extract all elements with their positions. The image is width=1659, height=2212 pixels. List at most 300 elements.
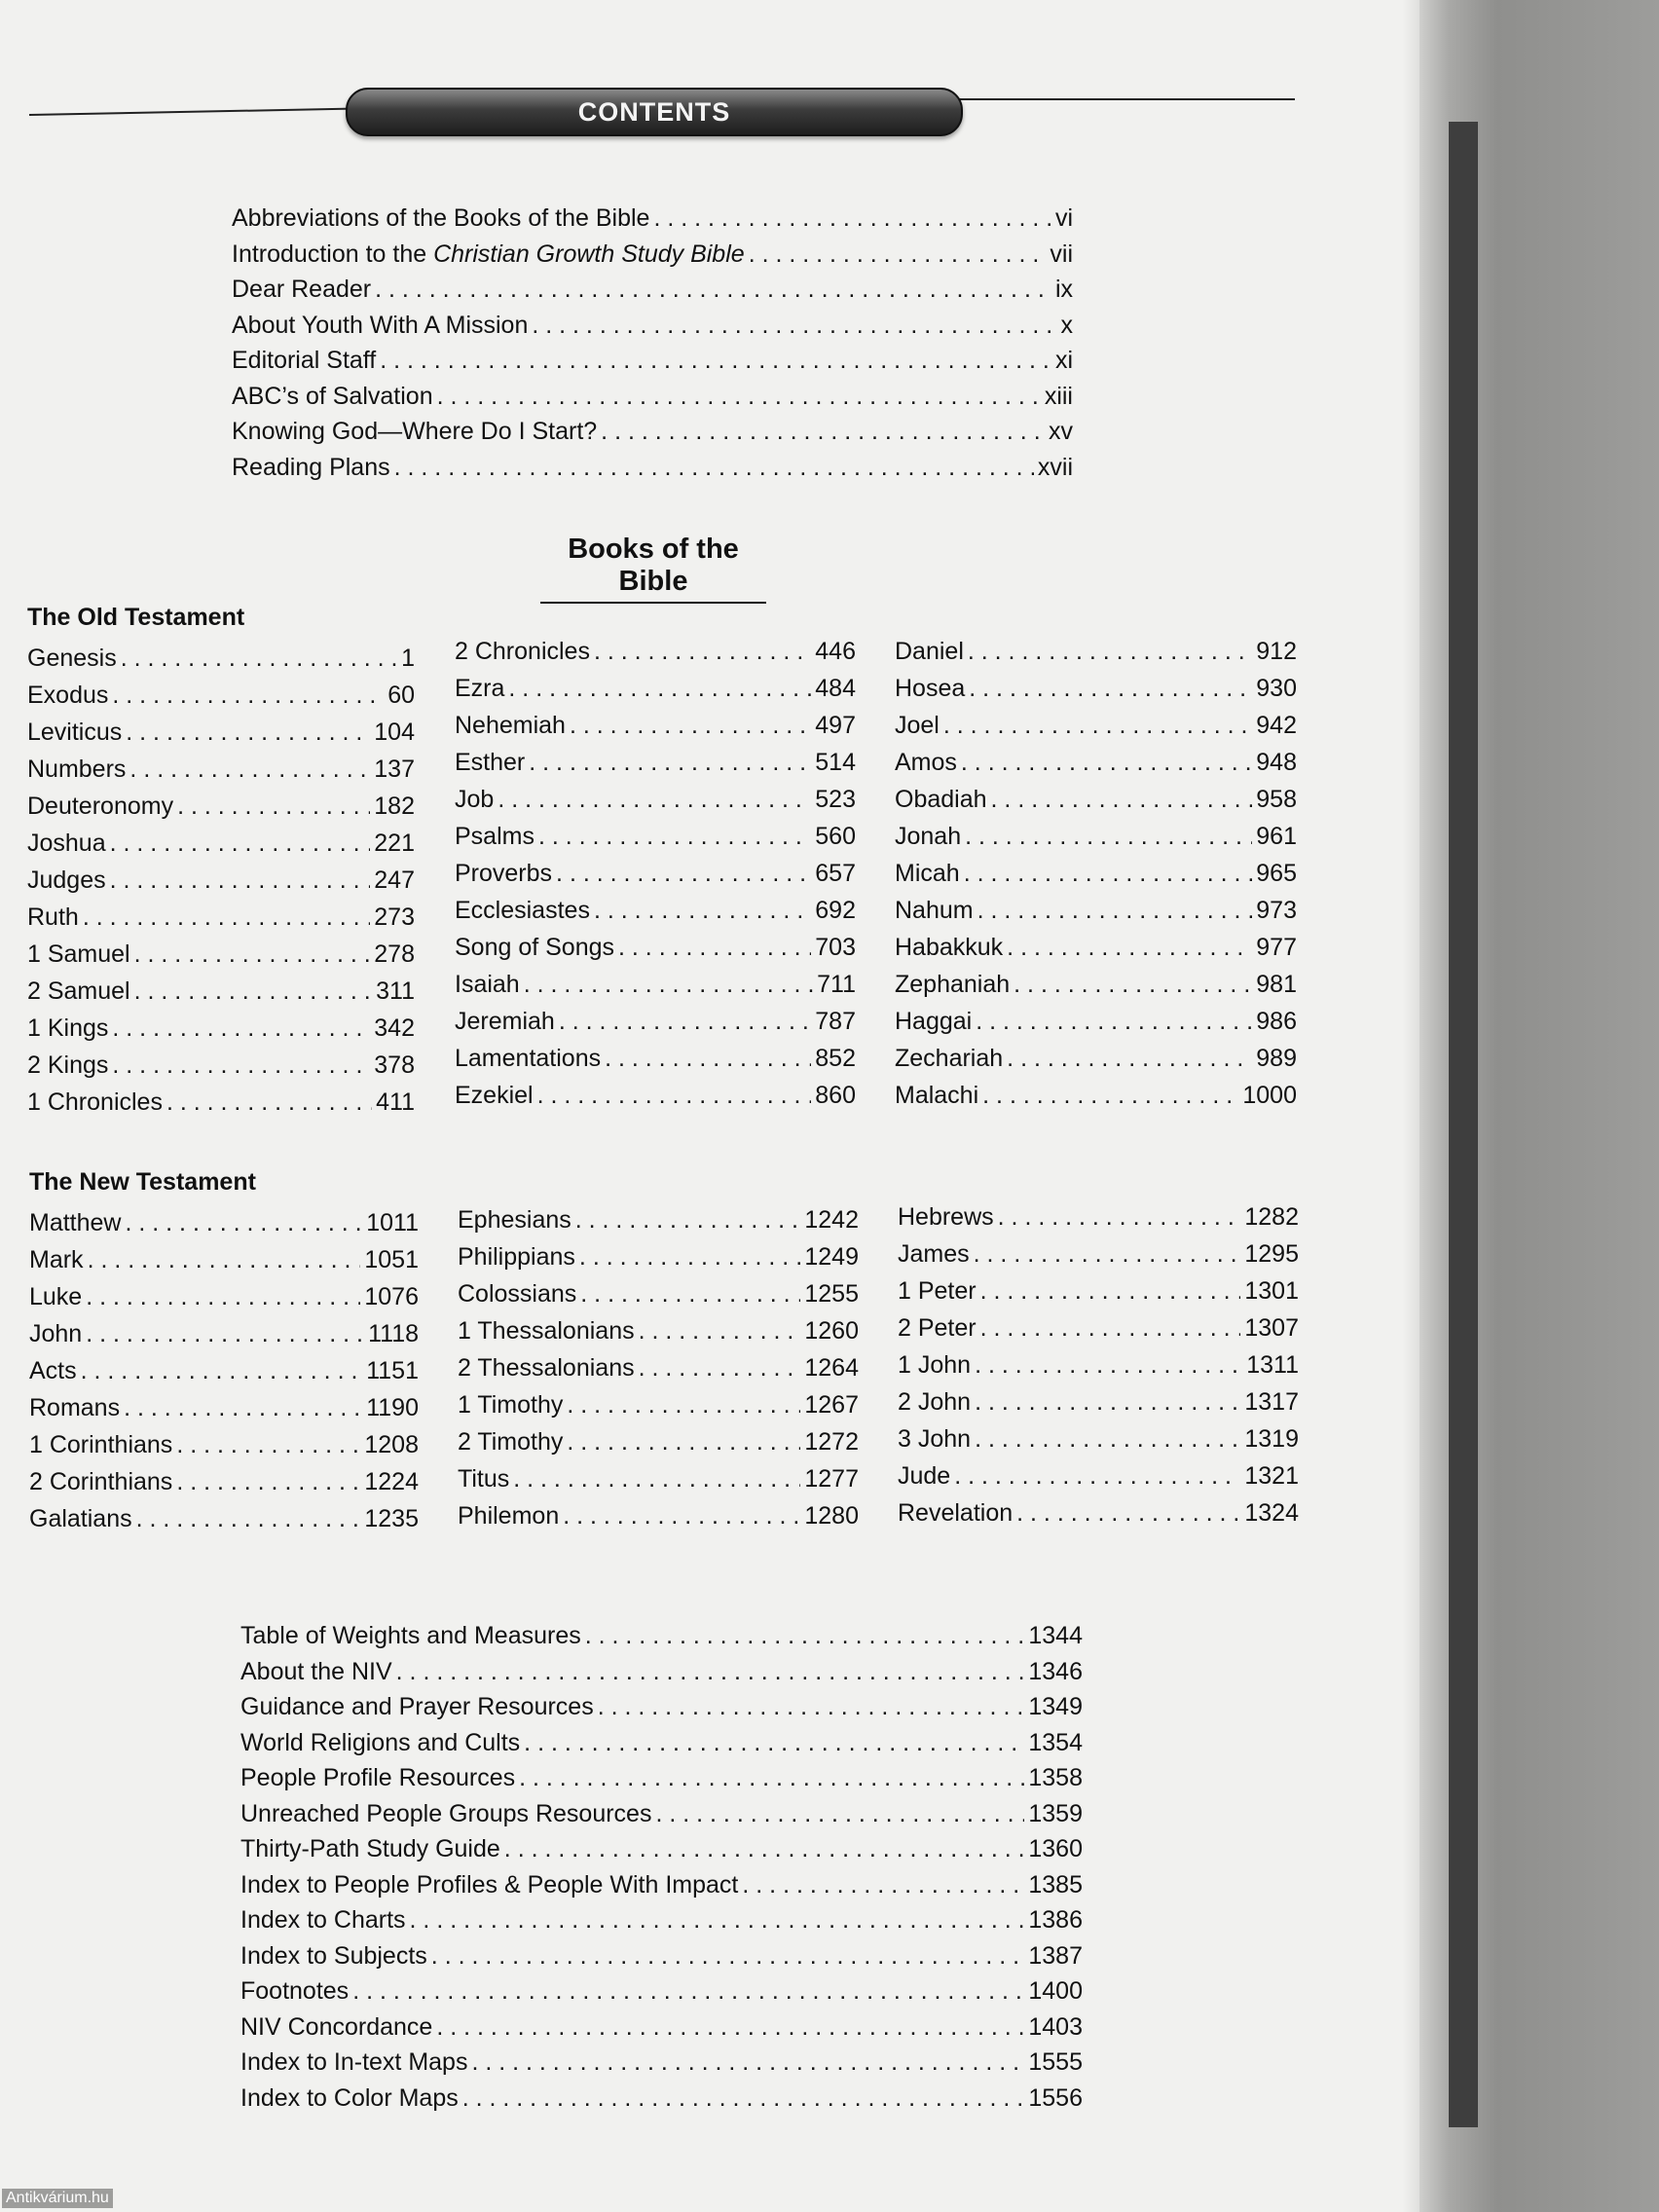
toc-entry[interactable] [29,1352,419,1389]
entry-page-number: 1556 [1028,2083,1083,2112]
entry-page-number: 1385 [1028,1870,1083,1899]
dot-leader [112,677,384,714]
dot-leader [86,1278,360,1315]
toc-entry[interactable]: Introduction to the Christian Growth Study Bible . . . vii [232,237,1073,273]
entry-label: 1 Samuel [27,940,130,968]
toc-entry[interactable] [27,1047,415,1084]
dot-leader [749,237,1047,273]
entry-label: Jonah [895,823,962,850]
book-cover-board [1449,122,1478,2127]
entry-page-number: 1255 [804,1280,859,1308]
toc-entry[interactable] [27,825,415,862]
entry-page-number: 1358 [1028,1764,1083,1791]
dot-leader [1007,929,1252,966]
entry-label: 1 Peter [898,1277,977,1305]
toc-entry[interactable] [895,1040,1297,1077]
dot-leader [980,1272,1241,1309]
entry-label: James [898,1240,970,1268]
toc-entry[interactable] [240,1867,1083,1903]
toc-entry[interactable] [29,1204,419,1241]
dot-leader [943,707,1252,744]
dot-leader [969,670,1252,707]
dot-leader [471,2045,1024,2081]
entry-page-number: 787 [815,1008,856,1035]
toc-entry[interactable] [29,1315,419,1352]
dot-leader [980,1309,1241,1346]
entry-label: Zechariah [895,1045,1004,1072]
new-testament-column-3 [898,1198,1299,1531]
entry-page-number: 1224 [364,1468,419,1495]
entry-page-number: 182 [374,793,415,820]
toc-entry[interactable] [455,1003,856,1040]
entry-label: Revelation [898,1499,1014,1527]
dot-leader [125,1204,362,1241]
toc-entry[interactable] [240,1831,1083,1867]
entry-label: Nehemiah [455,712,566,739]
dot-leader [961,744,1252,781]
toc-entry[interactable] [27,973,415,1010]
toc-entry[interactable] [240,1654,1083,1690]
dot-leader [1014,966,1252,1003]
dot-leader [1007,1040,1252,1077]
entry-label: Genesis [27,645,117,672]
dot-leader [598,1689,1025,1725]
entry-page-number: 1282 [1244,1203,1299,1231]
dot-leader [462,2081,1025,2117]
entry-page-number: 1011 [366,1209,419,1236]
toc-entry[interactable] [27,862,415,899]
entry-page-number: 1387 [1028,1941,1083,1970]
toc-entry[interactable] [29,1278,419,1315]
entry-label: World Religions and Cults [240,1728,521,1756]
toc-entry[interactable] [458,1238,859,1275]
entry-label: Romans [29,1394,121,1421]
dot-leader [975,1383,1240,1420]
entry-label: Ezra [455,675,505,702]
entry-page-number: 1360 [1028,1835,1083,1862]
entry-page-number: 852 [815,1045,856,1072]
entry-label: 2 Peter [898,1314,977,1342]
toc-entry[interactable] [898,1235,1299,1272]
entry-page-number: 311 [376,977,415,1005]
toc-entry[interactable] [455,929,856,966]
entry-page-number: 484 [815,675,856,702]
dot-leader [655,1796,1024,1832]
entry-page-number: 411 [376,1088,415,1116]
dot-leader [529,744,811,781]
toc-entry[interactable] [895,1003,1297,1040]
entry-label: Ephesians [458,1206,571,1234]
entry-label: Job [455,786,495,813]
entry-label: Zephaniah [895,971,1011,998]
entry-label: Acts [29,1357,77,1384]
toc-entry[interactable]: About Youth With A Mission . . . x [232,308,1073,344]
dot-leader [112,1047,370,1084]
toc-entry[interactable] [27,1084,415,1121]
dot-leader [519,1760,1024,1796]
entry-label: 2 Samuel [27,977,130,1005]
toc-entry[interactable] [455,707,856,744]
dot-leader [954,1457,1240,1494]
entry-page-number: 1344 [1028,1622,1083,1649]
toc-entry[interactable] [455,670,856,707]
dot-leader [575,1201,801,1238]
dot-leader [618,929,811,966]
toc-entry[interactable] [458,1386,859,1423]
toc-entry[interactable] [27,788,415,825]
entry-label: 2 Kings [27,1051,109,1079]
dot-leader [110,862,371,899]
toc-entry[interactable] [240,1725,1083,1761]
toc-entry[interactable]: Editorial Staff . . . xi [232,343,1073,379]
toc-entry[interactable]: Reading Plans . . . xvii [232,450,1073,486]
dot-leader [563,1497,800,1534]
toc-entry[interactable] [27,899,415,936]
dot-leader [166,1084,372,1121]
old-testament-column-3 [895,633,1297,1114]
books-of-the-bible-heading: Books of the Bible [540,534,766,604]
entry-label: Esther [455,749,526,776]
toc-entry[interactable] [27,1010,415,1047]
entry-label: 2 Timothy [458,1428,564,1456]
entry-page-number: 703 [815,934,856,961]
dot-leader [81,1352,363,1389]
entry-label: Micah [895,860,960,887]
dot-leader [134,936,371,973]
entry-label: 2 Chronicles [455,638,590,665]
dot-leader [639,1312,801,1349]
dot-leader [982,1077,1238,1114]
entry-page-number: 1321 [1244,1462,1299,1490]
entry-page-number: 1277 [804,1465,859,1493]
toc-entry[interactable] [240,1796,1083,1832]
entry-page-number: 1272 [804,1428,859,1456]
entry-label: Index to People Profiles & People With Impact [240,1870,739,1899]
toc-entry[interactable] [455,966,856,1003]
toc-entry[interactable] [898,1346,1299,1383]
toc-entry[interactable] [29,1500,419,1537]
entry-page-number: 1242 [804,1206,859,1234]
toc-entry[interactable] [895,707,1297,744]
contents-title: CONTENTS [577,96,731,127]
entry-page-number: 1307 [1244,1314,1299,1342]
entry-page-number: 1301 [1244,1277,1299,1305]
entry-page-number: 523 [815,786,856,813]
toc-entry[interactable] [455,818,856,855]
toc-entry[interactable] [455,892,856,929]
toc-entry[interactable] [895,633,1297,670]
dot-leader [532,308,1056,344]
toc-entry[interactable] [458,1349,859,1386]
entry-label: Index to In-text Maps [240,2048,468,2076]
entry-page-number: 560 [815,823,856,850]
entry-page-number: 1267 [804,1391,859,1419]
toc-entry[interactable] [895,670,1297,707]
toc-entry[interactable] [895,781,1297,818]
entry-page-number: 1051 [364,1246,419,1273]
entry-label: Habakkuk [895,934,1004,961]
toc-entry[interactable] [898,1198,1299,1235]
entry-page-number: 961 [1256,823,1297,850]
entry-label: Judges [27,866,106,894]
toc-entry[interactable] [458,1312,859,1349]
entry-page-number: 273 [374,903,415,931]
dot-leader [567,1386,800,1423]
entry-page-number: 711 [817,971,856,998]
entry-label: Hosea [895,675,966,702]
entry-page-number: 912 [1256,638,1297,665]
entry-page-number: 514 [815,749,856,776]
dot-leader [976,1003,1252,1040]
toc-entry[interactable] [895,855,1297,892]
toc-entry[interactable] [898,1457,1299,1494]
toc-entry[interactable] [895,892,1297,929]
toc-entry[interactable] [895,744,1297,781]
toc-entry[interactable] [240,1618,1083,1654]
entry-label: Nahum [895,897,974,924]
entry-page-number: 1295 [1244,1240,1299,1268]
entry-page-number: 958 [1256,786,1297,813]
toc-entry[interactable] [898,1494,1299,1531]
entry-page-number: 1555 [1028,2048,1083,2076]
entry-label: Colossians [458,1280,577,1308]
dot-leader [580,1275,800,1312]
dot-leader [136,1500,361,1537]
dot-leader [498,781,811,818]
toc-entry[interactable]: Knowing God—Where Do I Start? . . . xv [232,414,1073,450]
toc-entry[interactable] [27,751,415,788]
dot-leader [410,1902,1025,1938]
dot-leader [998,1198,1241,1235]
dot-leader [585,1618,1025,1654]
toc-entry[interactable]: ABC’s of Salvation . . . xiii [232,379,1073,415]
entry-page-number: 986 [1256,1008,1297,1035]
toc-entry[interactable] [455,781,856,818]
entry-label: Proverbs [455,860,553,887]
entry-page-number: 1076 [364,1283,419,1310]
toc-entry[interactable] [455,1040,856,1077]
toc-entry[interactable] [458,1275,859,1312]
toc-entry[interactable] [240,1689,1083,1725]
toc-entry[interactable] [240,2081,1083,2117]
toc-entry[interactable] [455,633,856,670]
entry-label: Index to Charts [240,1906,406,1934]
entry-label: Titus [458,1465,510,1493]
entry-label: 3 John [898,1425,972,1453]
new-testament-heading: The New Testament [29,1168,256,1196]
entry-page-number: 1000 [1242,1082,1297,1109]
entry-label: Exodus [27,682,109,709]
entry-page-number: 497 [815,712,856,739]
toc-entry[interactable] [240,1973,1083,2009]
dot-leader [352,1973,1024,2009]
entry-page-number: 1317 [1244,1388,1299,1416]
toc-entry[interactable] [458,1423,859,1460]
toc-entry[interactable] [455,855,856,892]
toc-entry[interactable] [29,1426,419,1463]
dot-leader [601,414,1045,450]
toc-entry[interactable]: Dear Reader . . . ix [232,272,1073,308]
toc-entry[interactable] [240,1938,1083,1974]
entry-label: 1 John [898,1351,972,1379]
toc-entry[interactable] [898,1272,1299,1309]
entry-page-number: 1403 [1028,2012,1083,2041]
dot-leader [968,633,1252,670]
entry-page-number: 948 [1256,749,1297,776]
toc-entry[interactable] [27,714,415,751]
entry-label: 1 Corinthians [29,1431,173,1458]
entry-label: Isaiah [455,971,520,998]
entry-label: Guidance and Prayer Resources [240,1693,594,1720]
dot-leader [83,899,370,936]
entry-page-number: 1 [401,645,415,672]
entry-page-number: 930 [1256,675,1297,702]
entry-page-number: 1235 [364,1505,419,1532]
dot-leader [504,1831,1025,1867]
entry-label: Jude [898,1462,951,1490]
toc-entry[interactable] [895,966,1297,1003]
header-rule-right [956,98,1295,100]
entry-page-number: 60 [387,682,415,709]
entry-label: Malachi [895,1082,979,1109]
entry-label: Psalms [455,823,535,850]
dot-leader [537,1077,812,1114]
entry-label: Numbers [27,756,127,783]
old-testament-column-1 [27,640,415,1121]
dot-leader [508,670,811,707]
entry-label: Philemon [458,1502,560,1530]
toc-entry[interactable] [29,1241,419,1278]
entry-page-number: 1324 [1244,1499,1299,1527]
dot-leader [134,973,373,1010]
entry-page-number: 977 [1256,934,1297,961]
entry-label: Lamentations [455,1045,602,1072]
entry-page-number: 973 [1256,897,1297,924]
entry-label: 2 John [898,1388,972,1416]
dot-leader [394,450,1034,486]
entry-page-number: 247 [374,866,415,894]
dot-leader [112,1010,370,1047]
toc-entry[interactable] [898,1309,1299,1346]
entry-label: Index to Subjects [240,1941,427,1970]
toc-entry[interactable] [240,2009,1083,2046]
entry-page-number: 1349 [1028,1693,1083,1720]
dot-leader [524,966,813,1003]
dot-leader [126,714,370,751]
entry-label: Matthew [29,1209,122,1236]
toc-entry[interactable] [27,640,415,677]
entry-label: Galatians [29,1505,132,1532]
dot-leader [380,343,1051,379]
dot-leader [975,1420,1240,1457]
entry-label: Ecclesiastes [455,897,590,924]
entry-page-number: 692 [815,897,856,924]
entry-label: Amos [895,749,957,776]
entry-label: 1 Timothy [458,1391,564,1419]
toc-entry[interactable] [455,744,856,781]
entry-label: Table of Weights and Measures [240,1622,581,1649]
toc-entry[interactable] [898,1420,1299,1457]
entry-label: About the NIV [240,1657,392,1685]
old-testament-heading: The Old Testament [27,604,245,631]
entry-page-number: 104 [374,719,415,746]
entry-label: Mark [29,1246,84,1273]
toc-entry[interactable]: Abbreviations of the Books of the Bible . . . vi [232,201,1073,237]
toc-entry[interactable] [455,1077,856,1114]
entry-label: Leviticus [27,719,123,746]
entry-label: Joshua [27,830,106,857]
entry-label: Index to Color Maps [240,2083,459,2112]
entry-page-number: 1311 [1246,1351,1299,1379]
toc-entry[interactable] [458,1201,859,1238]
entry-label: 1 Kings [27,1014,109,1042]
toc-entry[interactable] [895,929,1297,966]
entry-page-number: 989 [1256,1045,1297,1072]
entry-page-number: 1190 [366,1394,419,1421]
back-matter-list [240,1618,1083,2116]
dot-leader [742,1867,1024,1903]
toc-entry[interactable] [27,677,415,714]
dot-leader [567,1423,800,1460]
toc-entry[interactable] [458,1460,859,1497]
entry-page-number: 1260 [804,1317,859,1345]
toc-entry[interactable] [240,1760,1083,1796]
toc-entry[interactable] [29,1463,419,1500]
toc-entry[interactable] [898,1383,1299,1420]
dot-leader [964,855,1253,892]
entry-label: Obadiah [895,786,987,813]
dot-leader [559,1003,811,1040]
dot-leader [639,1349,801,1386]
dot-leader [570,707,811,744]
entry-label: Haggai [895,1008,973,1035]
entry-page-number: 1346 [1028,1657,1083,1685]
dot-leader [176,1463,360,1500]
entry-label: NIV Concordance [240,2012,433,2041]
dot-leader [375,272,1051,308]
entry-label: Ruth [27,903,79,931]
entry-page-number: 1208 [364,1431,419,1458]
toc-entry[interactable] [895,818,1297,855]
old-testament-column-2 [455,633,856,1114]
toc-entry[interactable] [458,1497,859,1534]
entry-label: 1 Thessalonians [458,1317,635,1345]
entry-page-number: 657 [815,860,856,887]
entry-label: People Profile Resources [240,1764,516,1791]
dot-leader [653,201,1051,237]
entry-page-number: 965 [1256,860,1297,887]
entry-label: Footnotes [240,1977,350,2005]
toc-entry[interactable] [240,1902,1083,1938]
toc-entry[interactable] [29,1389,419,1426]
entry-page-number: 1354 [1028,1728,1083,1756]
dot-leader [974,1235,1241,1272]
dot-leader [177,788,370,825]
contents-banner [346,88,963,136]
entry-label: Hebrews [898,1203,994,1231]
toc-entry[interactable] [240,2045,1083,2081]
toc-entry[interactable] [27,936,415,973]
entry-label: Luke [29,1283,83,1310]
dot-leader [594,633,811,670]
dot-leader [991,781,1253,818]
entry-label: 1 Chronicles [27,1088,163,1116]
toc-entry[interactable] [895,1077,1297,1114]
dot-leader [124,1389,362,1426]
entry-label: Joel [895,712,940,739]
entry-page-number: 378 [374,1051,415,1079]
dot-leader [437,379,1041,415]
